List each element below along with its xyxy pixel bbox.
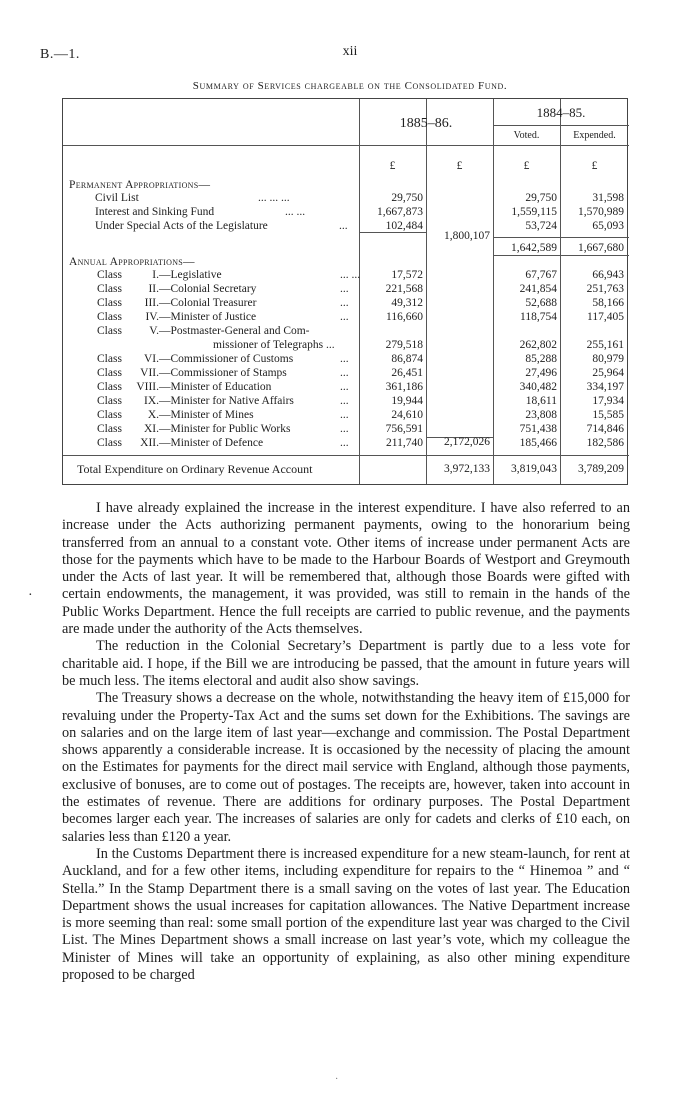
total-expended-1884: 3,789,209 <box>578 463 624 475</box>
subtotal-rule <box>493 237 629 238</box>
class-word: Class <box>97 325 122 337</box>
pound-sign: £ <box>523 160 530 172</box>
class-number: XI. <box>143 423 159 435</box>
paragraph: The reduction in the Colonial Secretary’s Department is partly due to a less vote for charitable aid. I hope, if the Bill we are introducing be passed, that the amount in future years will be much less. The items electoral and audit also show savings. <box>62 638 630 689</box>
class-number: IV. <box>145 311 159 323</box>
class-word: Class <box>97 353 122 365</box>
amount-1885: 102,484 <box>385 220 423 232</box>
subtotal-rule <box>493 255 629 256</box>
class-number: VI. <box>143 353 159 365</box>
class-word: Class <box>97 381 122 393</box>
row-leader: ... ... ... <box>258 192 290 204</box>
paragraph: The Treasury shows a decrease on the whole, notwithstanding the heavy item of £15,000 for revaluing under the Property-Tax Act and the sums set down for the Exhibitions. The savings are on salaries and on the large item of last year—exchange and commission. The Postal Department shows apparently a considerable increase. It is occasioned by the necessity of placing the amount on the Estimates for payments for the direct mail service with England, although those payments, exclusive of bonuses, are to come out of postages. The receipts are, however, taken into account in the estimates of revenue. There are additions for ordinary purposes. The Postal Department becomes larger each year. The increases of salaries are only for cadets and clerks of £10 each, on salaries less than £120 a year. <box>62 690 630 845</box>
expended-1884: 15,585 <box>592 409 624 421</box>
class-number: X. <box>147 409 159 421</box>
amount-1885: 49,312 <box>391 297 423 309</box>
row-label: —Colonial Treasurer <box>159 297 257 309</box>
row-label-continued: missioner of Telegraphs ... <box>213 339 335 351</box>
table-title: Summary of Services chargeable on the Consolidated Fund. <box>192 80 508 92</box>
subtotal-rule <box>359 232 426 233</box>
row-label: —Minister for Public Works <box>159 423 291 435</box>
amount-1885: 19,944 <box>391 395 423 407</box>
class-word: Class <box>97 297 122 309</box>
expended-1884: 25,964 <box>592 367 624 379</box>
voted-1884: 85,288 <box>525 353 557 365</box>
expended-1884: 17,934 <box>592 395 624 407</box>
class-number: XII. <box>140 437 159 449</box>
expended-1884: 80,979 <box>592 353 624 365</box>
expended-header: Expended. <box>573 130 616 141</box>
row-label: —Commissioner of Stamps <box>159 367 287 379</box>
paragraph: In the Customs Department there is increased expenditure for a new steam-launch, for rent at Auckland, and for a few other items, including expenditure for repairs to the “ Hinemoa ” and “ Stella.” In the Stamp Department there is a small saving on the votes of last year. The Education Department shows the usual increases for capitation allowances. The Native Department increase is more seeming than real: some small portion of the expenditure last year was charged to the Civil List. The Mines Department shows a small increase on last year’s vote, which my colleague the Minister of Mines will take an opportunity of explaining, as also other mining expenditure proposed to be charged <box>62 845 630 984</box>
amount-1885: 24,610 <box>391 409 423 421</box>
year-current-header: 1885–86. <box>399 116 453 131</box>
row-label: —Minister of Mines <box>159 409 254 421</box>
class-number: VII. <box>140 367 159 379</box>
header-rule <box>63 145 629 146</box>
row-leader: ... <box>340 381 349 393</box>
expended-1884: 31,598 <box>592 192 624 204</box>
class-number: IX. <box>143 395 159 407</box>
amount-1885: 116,660 <box>386 311 423 323</box>
class-word: Class <box>97 269 122 281</box>
amount-1885: 211,740 <box>386 437 423 449</box>
row-leader: ... <box>340 437 349 449</box>
class-word: Class <box>97 283 122 295</box>
amount-1885: 1,667,873 <box>377 206 423 218</box>
amount-1885: 17,572 <box>391 269 423 281</box>
permanent-heading: Permanent Appropriations— <box>69 179 211 191</box>
row-label: Civil List <box>95 192 139 204</box>
row-leader: ... <box>340 311 349 323</box>
voted-1884: 185,466 <box>519 437 557 449</box>
expended-1884: 65,093 <box>592 220 624 232</box>
voted-1884: 29,750 <box>525 192 557 204</box>
amount-1885: 29,750 <box>391 192 423 204</box>
voted-1884: 18,611 <box>525 395 557 407</box>
class-number: II. <box>148 283 159 295</box>
pound-sign: £ <box>389 160 396 172</box>
permanent-voted-total: 1,642,589 <box>511 242 557 254</box>
class-word: Class <box>97 423 122 435</box>
permanent-subtotal: 1,800,107 <box>444 230 490 242</box>
voted-1884: 1,559,115 <box>511 206 557 218</box>
class-word: Class <box>97 367 122 379</box>
row-label: —Commissioner of Customs <box>159 353 294 365</box>
voted-1884: 53,724 <box>525 220 557 232</box>
voted-1884: 262,802 <box>519 339 557 351</box>
expended-1884: 255,161 <box>586 339 624 351</box>
amount-1885: 221,568 <box>385 283 423 295</box>
expended-1884: 714,846 <box>586 423 624 435</box>
total-1885: 3,972,133 <box>444 463 490 475</box>
col-rule <box>426 99 427 484</box>
amount-1885: 756,591 <box>385 423 423 435</box>
row-label: Interest and Sinking Fund <box>95 206 215 218</box>
row-leader: ... <box>340 395 349 407</box>
row-leader: ... ... <box>340 269 361 281</box>
voted-1884: 23,808 <box>525 409 557 421</box>
annual-subtotal: 2,172,026 <box>444 436 490 448</box>
row-leader: ... ... <box>285 206 306 218</box>
expended-1884: 1,570,989 <box>578 206 624 218</box>
amount-1885: 279,518 <box>385 339 423 351</box>
total-label: Total Expenditure on Ordinary Revenue Account <box>77 462 313 476</box>
row-leader: ... <box>340 297 349 309</box>
year-prev-header: 1884–85. <box>536 105 586 120</box>
row-label: —Postmaster-General and Com- <box>159 325 310 337</box>
expended-1884: 182,586 <box>586 437 624 449</box>
footer-mark: · <box>335 1074 339 1085</box>
row-leader: ... <box>340 423 349 435</box>
class-number: VIII. <box>136 381 159 393</box>
class-word: Class <box>97 437 122 449</box>
voted-1884: 27,496 <box>525 367 557 379</box>
row-leader: ... <box>340 283 349 295</box>
header-rule <box>493 125 629 126</box>
row-label: —Minister of Justice <box>159 311 257 323</box>
row-label: —Legislative <box>159 269 222 281</box>
pound-sign: £ <box>456 160 463 172</box>
amount-1885: 86,874 <box>391 353 423 365</box>
row-leader: ... <box>340 353 349 365</box>
body-text <box>62 500 630 984</box>
voted-1884: 67,767 <box>525 269 557 281</box>
row-label: —Minister of Defence <box>159 437 264 449</box>
row-leader: ... <box>340 367 349 379</box>
expended-1884: 117,405 <box>587 311 624 323</box>
voted-header: Voted. <box>513 130 540 141</box>
expended-1884: 251,763 <box>586 283 624 295</box>
voted-1884: 241,854 <box>519 283 557 295</box>
class-number: III. <box>144 297 159 309</box>
voted-1884: 52,688 <box>525 297 557 309</box>
row-label: —Colonial Secretary <box>159 283 257 295</box>
row-leader: ... <box>340 409 349 421</box>
expended-1884: 58,166 <box>592 297 624 309</box>
row-label: Under Special Acts of the Legislature <box>95 220 268 232</box>
page-number: xii <box>342 44 358 59</box>
amount-1885: 361,186 <box>385 381 423 393</box>
summary-table <box>62 98 628 485</box>
class-number: I. <box>152 269 159 281</box>
pound-sign: £ <box>591 160 598 172</box>
row-leader: ... <box>339 220 348 232</box>
voted-1884: 118,754 <box>520 311 557 323</box>
voted-1884: 751,438 <box>519 423 557 435</box>
paragraph: I have already explained the increase in the interest expenditure. I have also referred to an increase under the Acts authorizing permanent payments, owing to the honorarium being transferred from an annual to a constant vote. Other items of increase under permanent Acts are those for the payments which have to be made to the Harbour Boards of Westport and Greymouth under the Acts of last year. It will be remembered that, although those Boards were gifted with certain endowments, the management, it was provided, was still to remain in the hands of the Public Works Department. Hence the full receipts are carried to public revenue, and the payments are made under the authority of the Acts themselves. <box>62 500 630 638</box>
total-rule <box>63 455 629 456</box>
row-label: —Minister of Education <box>159 381 272 393</box>
class-number: V. <box>149 325 159 337</box>
class-word: Class <box>97 395 122 407</box>
class-word: Class <box>97 409 122 421</box>
class-word: Class <box>97 311 122 323</box>
expended-1884: 334,197 <box>586 381 624 393</box>
voted-1884: 340,482 <box>519 381 557 393</box>
permanent-expended-total: 1,667,680 <box>578 242 624 254</box>
margin-mark: · <box>28 588 33 603</box>
total-voted-1884: 3,819,043 <box>511 463 557 475</box>
page-header-ref: B.—1. <box>40 47 80 62</box>
row-label: —Minister for Native Affairs <box>159 395 294 407</box>
expended-1884: 66,943 <box>592 269 624 281</box>
amount-1885: 26,451 <box>391 367 423 379</box>
annual-heading: Annual Appropriations— <box>69 256 195 268</box>
